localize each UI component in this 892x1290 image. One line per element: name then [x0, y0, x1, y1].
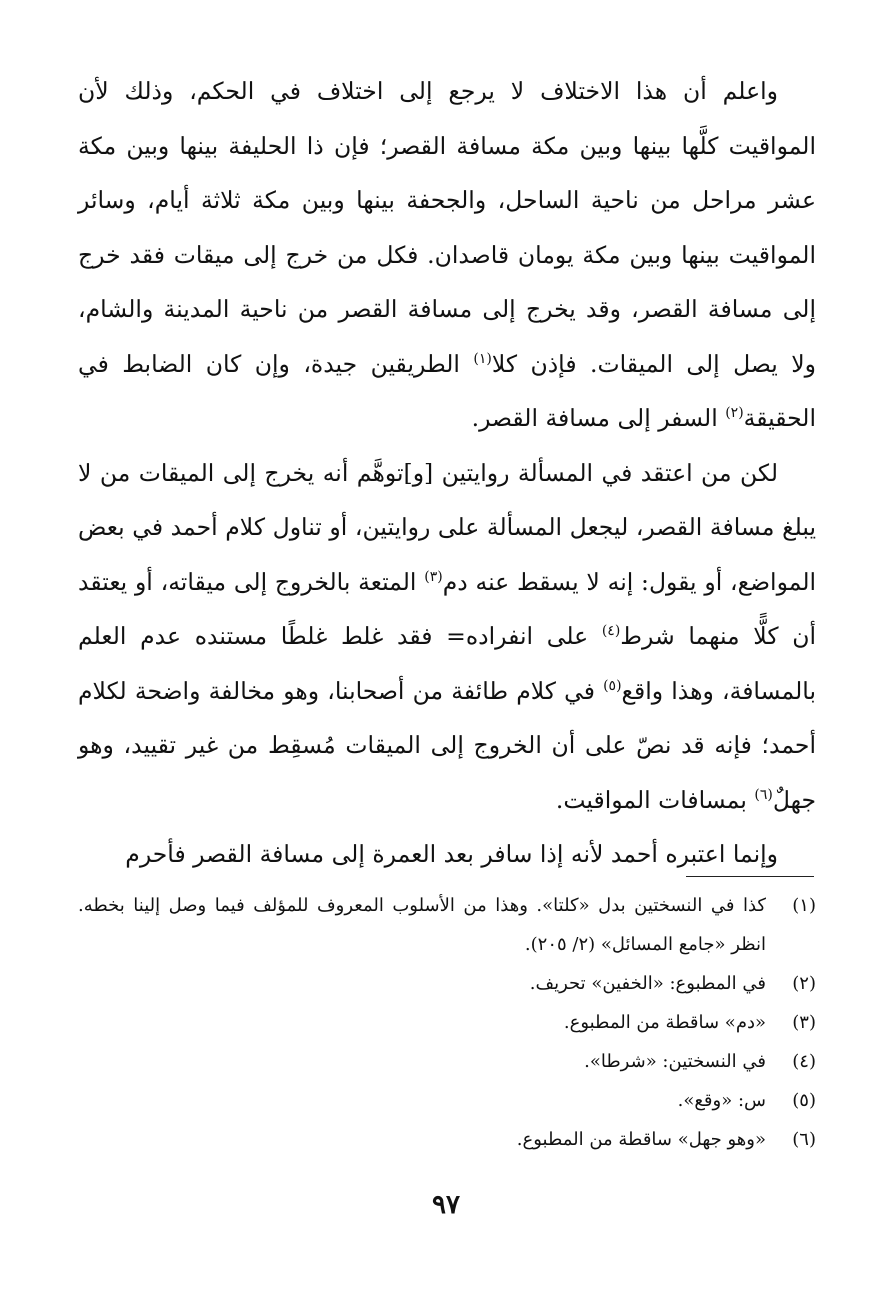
footnote-number: (١) [792, 895, 816, 916]
footnote-text: كذا في النسختين بدل «كلتا». وهذا من الأسلوب المعروف للمؤلف فيما وصل إلينا بخطه. انظر «جامع المسائل» (٢/ ٢٠٥). [78, 895, 766, 955]
footnote-number: (٦) [792, 1129, 816, 1150]
paragraph [78, 446, 816, 828]
text-segment: في كلام طائفة من أصحابنا، وهو مخالفة واضحة لكلام أحمد؛ فإنه قد نصّ على أن الخروج إلى الميقات مُسقِط من غير تقييد، وهو جهلٌ [78, 676, 816, 814]
text-segment: لكن من اعتقد في المسألة روايتين [و]توهَّم أنه يخرج إلى الميقات من لا يبلغ مسافة القصر، ليجعل المسألة على روايتين، أو تناول كلام أحمد في بعض المواضع، أو يقول: إنه لا يسقط عنه دم [78, 458, 817, 596]
paragraph [78, 827, 816, 882]
footnote [78, 1081, 816, 1120]
page-number: ٩٧ [432, 1190, 460, 1220]
main-text [78, 64, 816, 882]
paragraph [78, 64, 816, 446]
footnote-text: «وهو جهل» ساقطة من المطبوع. [516, 1129, 766, 1150]
text-segment: واعلم أن هذا الاختلاف لا يرجع إلى اختلاف في الحكم، وذلك لأن المواقيت كلَّها بينها وبين مكة مسافة القصر؛ فإن ذا الحليفة بينها وبين مكة عشر مراحل من ناحية الساحل، والجحفة بينها وبين مكة ثلاثة أيام، وسائر المواقيت بينها وبين مكة يومان قاصدان. فكل من خرج إلى ميقات فقد خرج إلى مسافة القصر، وقد يخرج إلى مسافة القصر من ناحية المدينة والشام، ولا يصل إلى الميقات. فإذن كلا [78, 77, 816, 378]
footnote-ref: (٦) [754, 786, 773, 803]
footnote [78, 964, 816, 1003]
footnote-number: (٢) [792, 973, 816, 994]
text-segment: وإنما اعتبره أحمد لأنه إذا سافر بعد العمرة إلى مسافة القصر فأحرم [125, 840, 778, 868]
footnote [78, 1120, 816, 1159]
text-segment: السفر إلى مسافة القصر. [471, 404, 726, 432]
text-segment: المتعة بالخروج إلى ميقاته، أو يعتقد أن كلًّا منهما شرط [78, 567, 816, 650]
footnotes [78, 886, 816, 1159]
footnote-text: في النسختين: «شرطا». [584, 1051, 766, 1072]
footnote [78, 1003, 816, 1042]
footnote-ref: (٢) [725, 405, 744, 422]
footnote-number: (٥) [792, 1090, 816, 1111]
footnote [78, 886, 816, 964]
text-segment: الطريقين جيدة، وإن كان الضابط في الحقيقة [78, 349, 816, 432]
text-segment: على انفراده= فقد غلط غلطًا مستنده عدم العلم بالمسافة، وهذا واقع [78, 622, 817, 705]
footnote-separator [686, 876, 814, 877]
footnote-text: س: «وقع». [677, 1090, 766, 1111]
footnote-number: (٤) [792, 1051, 816, 1072]
footnote-ref: (٣) [424, 568, 443, 585]
footnote [78, 1042, 816, 1081]
footnote-text: «دم» ساقطة من المطبوع. [563, 1012, 766, 1033]
footnote-number: (٣) [792, 1012, 816, 1033]
footnote-ref: (١) [473, 350, 492, 367]
footnote-ref: (٥) [603, 677, 622, 694]
footnote-ref: (٤) [601, 623, 621, 640]
text-segment: بمسافات المواقيت. [555, 785, 755, 814]
footnote-text: في المطبوع: «الخفين» تحريف. [529, 973, 766, 994]
